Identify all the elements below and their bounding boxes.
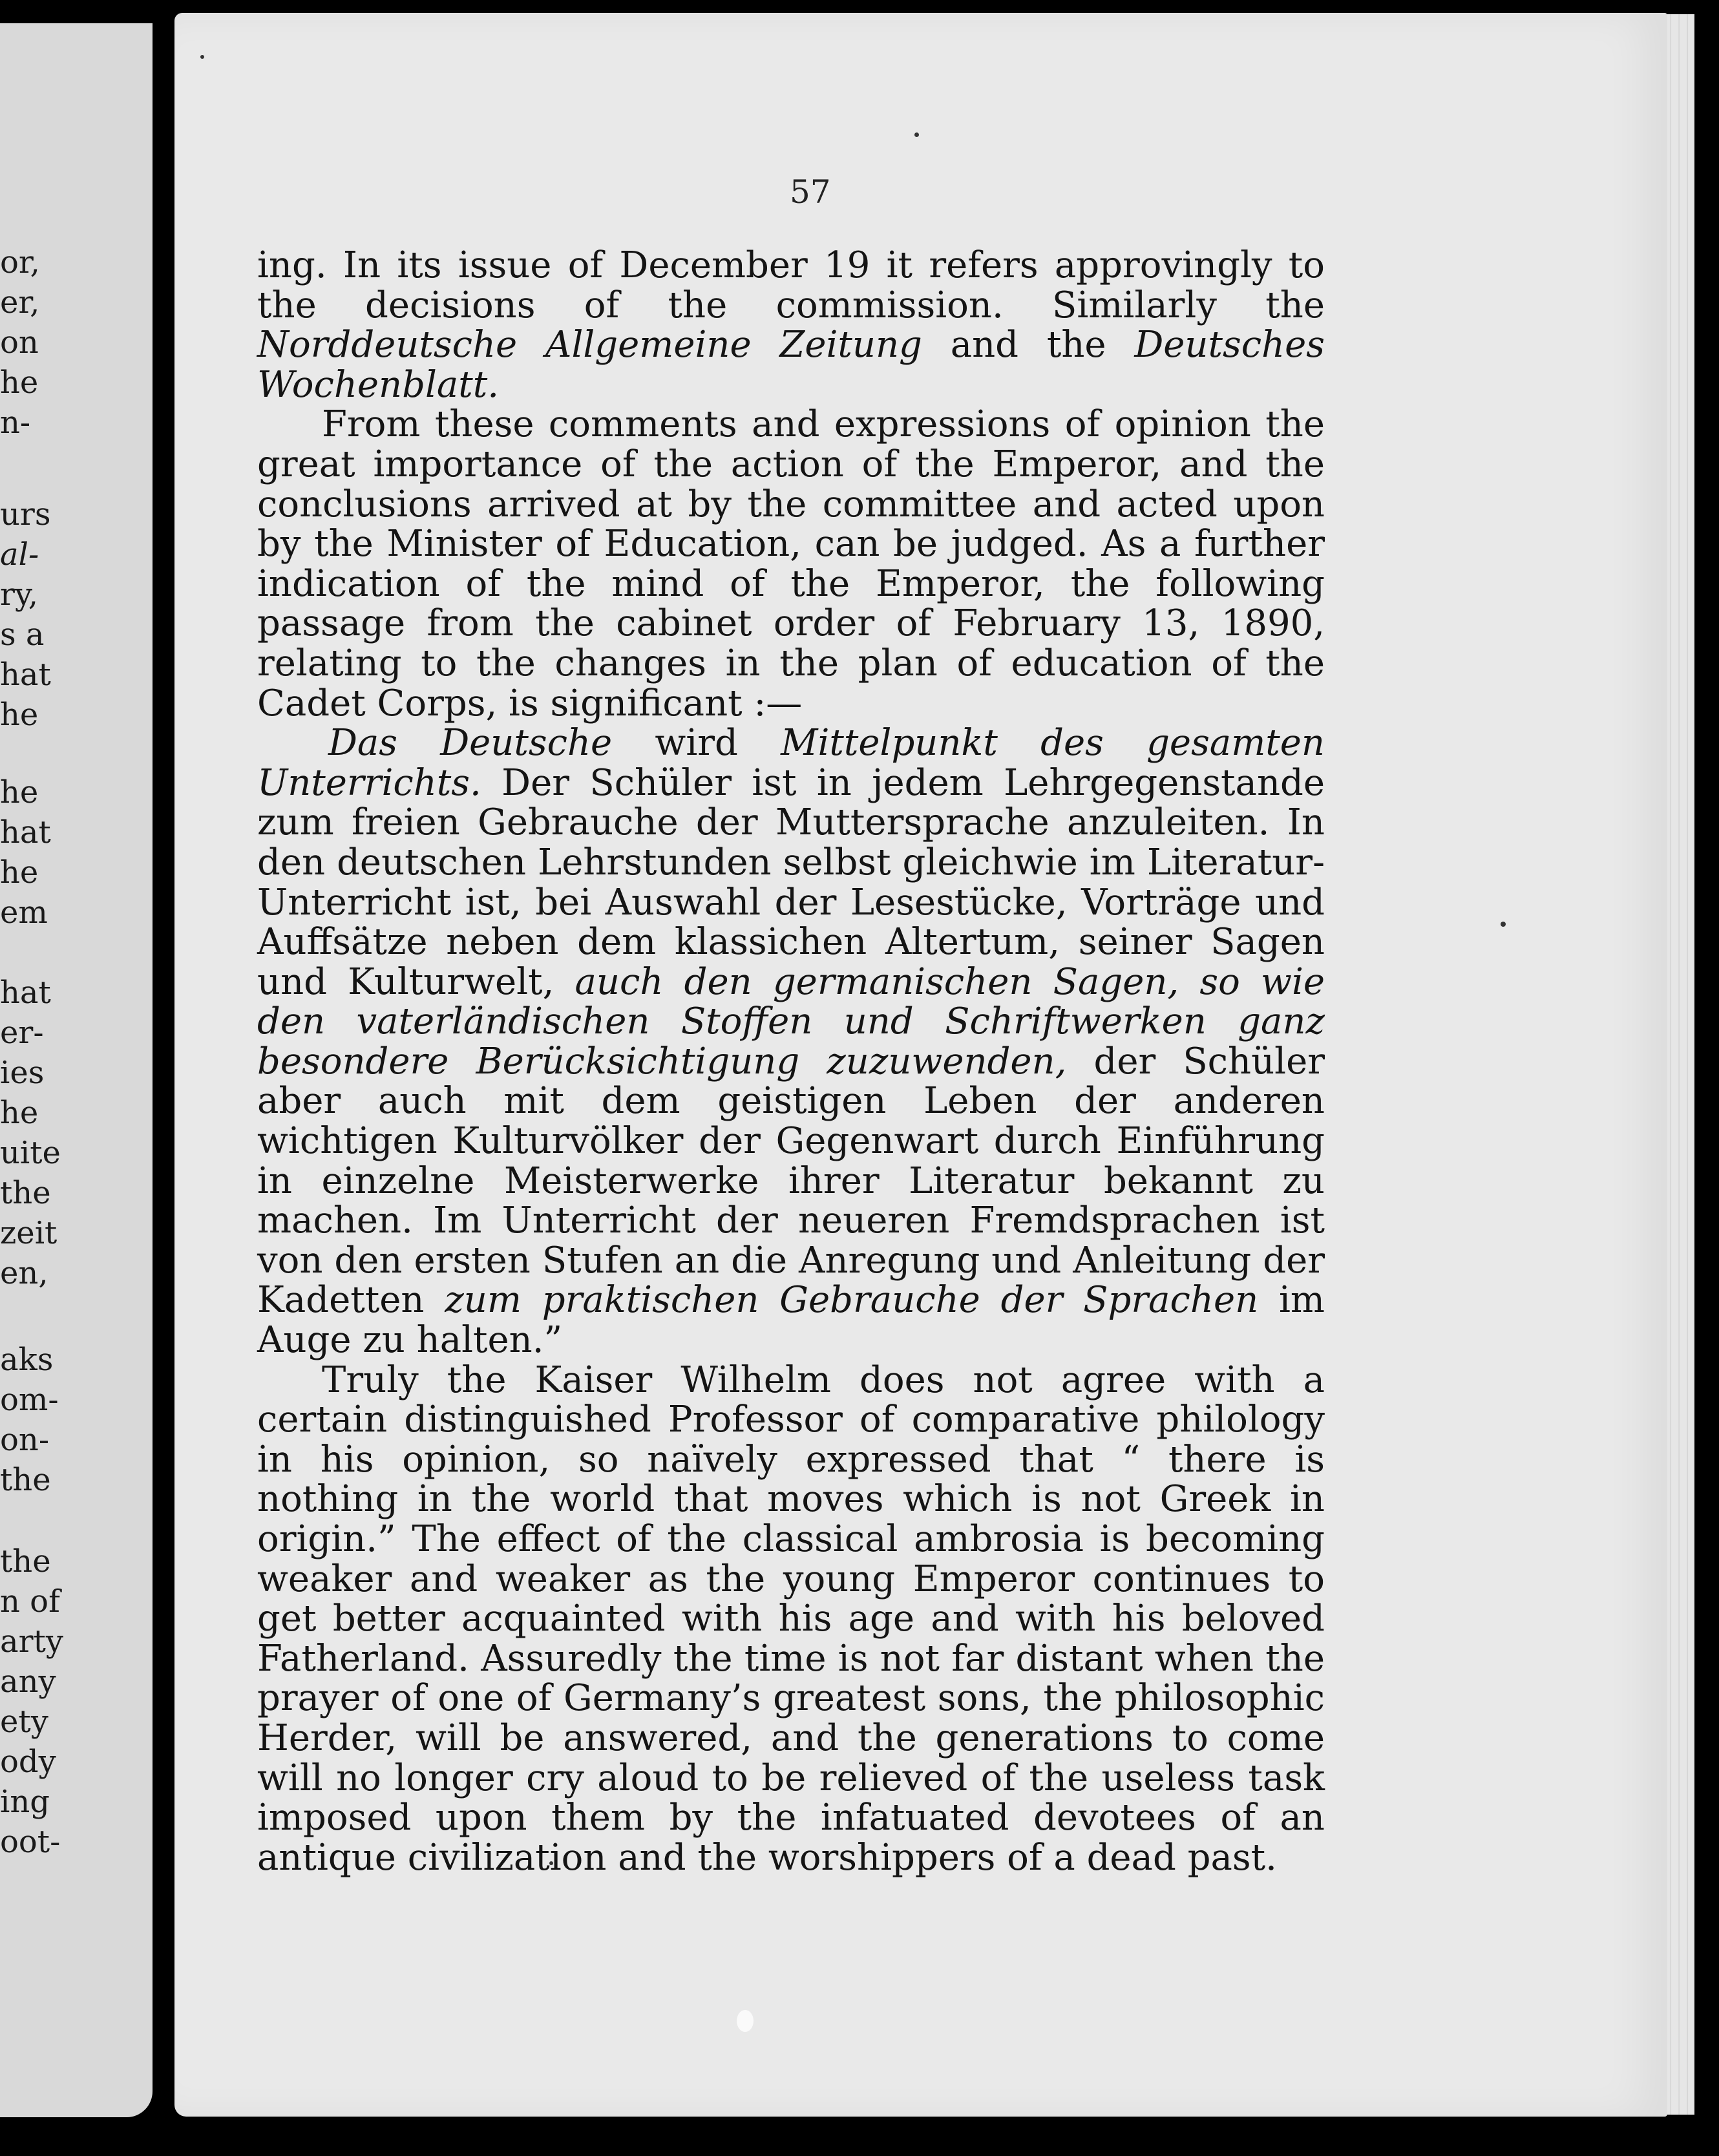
italic-run: zum praktischen Gebrauche der Sprachen <box>445 1279 1259 1322</box>
facing-page-line: om- <box>0 1382 59 1418</box>
german-quotation <box>257 723 1325 1360</box>
facing-page-line: he <box>0 365 39 401</box>
facing-page <box>0 23 153 2117</box>
paragraph-2: From these comments and expressions of opinion the great importance of the action of the Emperor, and the conclusions arrived at by the committee and acted upon by the Minister of Education, can be judged. As a further indication of the mind of the Emperor, the following passage from the cabinet order of February 13, 1890, relating to the changes in the plan of education of the Cadet Corps, is significant :— <box>257 403 1325 724</box>
text-run: ing. In its issue of December 19 it refers approvingly to the decisions of the commission. Similarly the <box>257 244 1325 326</box>
paper-speck <box>200 55 204 59</box>
facing-page-line: he <box>0 697 39 733</box>
text-run: im Auge zu halten.” <box>257 1279 1325 1362</box>
facing-page-line: urs <box>0 496 51 533</box>
facing-page-line: oot- <box>0 1824 61 1860</box>
facing-page-line: hat <box>0 814 51 851</box>
facing-page-line: s a <box>0 617 45 653</box>
facing-page-line: ody <box>0 1744 56 1780</box>
facing-page-line: the <box>0 1175 51 1211</box>
newspaper-title: Norddeutsche Allgemeine Zeitung <box>257 324 922 366</box>
paragraph-4: Truly the Kaiser Wilhelm does not agree with a certain distinguished Professor of comparative philology in his opinion, so naïvely expressed that “ there is nothing in the world that moves which is not Greek in origin.” The effect of the classical ambrosia is becoming weaker and weaker as the young Emperor continues to get better acquainted with his age and with his beloved Fatherland. Assuredly the time is not far distant when the prayer of one of Germany’s greatest sons, the philosophic Herder, will be answered, and the generations to come will no longer cry aloud to be relieved of the useless task imposed upon them by the infatuated devotees of an antique civilization and the worshippers of a dead past. <box>257 1358 1325 1879</box>
paper-speck <box>737 2010 754 2032</box>
facing-page-line: hat <box>0 657 51 693</box>
newspaper-title: Deutsches Wochenblatt. <box>257 324 1325 406</box>
paragraph-1 <box>257 246 1325 405</box>
facing-page-line: the <box>0 1462 51 1498</box>
body-text <box>257 246 1325 1877</box>
text-run: Der Schüler ist in jedem Lehrgegenstande zum freien Gebrauche der Muttersprache anzuleiten. In den deutschen Lehrstunden selbst gleichwie im Literatur-Unterricht ist, bei Auswahl der Lesestücke, Vorträge und Auffsätze neben dem klassichen Altertum, seiner Sagen und Kulturwelt, <box>257 761 1325 1003</box>
italic-run: auch den germanischen Sagen, so wie den vaterländischen Stoffen und Schriftwerken ganz besondere Berücksichtigung zuzuwenden, <box>257 960 1325 1083</box>
facing-page-line: he <box>0 1095 39 1131</box>
facing-page-line: al- <box>0 536 39 573</box>
facing-page-line: aks <box>0 1342 54 1378</box>
page-number: 57 <box>790 173 831 211</box>
italic-run: Das Deutsche <box>328 722 613 765</box>
facing-page-line: he <box>0 854 39 891</box>
facing-page-line: uite <box>0 1135 61 1171</box>
facing-page-line: on <box>0 324 39 361</box>
text-run: and the <box>922 324 1135 366</box>
facing-page-line: ing <box>0 1784 50 1820</box>
facing-page-line: en, <box>0 1255 48 1291</box>
italic-run: Mittelpunkt des gesamten Unterrichts. <box>257 722 1325 804</box>
facing-page-line: ry, <box>0 576 38 613</box>
facing-page-line: or, <box>0 244 40 280</box>
facing-page-line: ies <box>0 1055 45 1091</box>
facing-page-line: er- <box>0 1015 44 1051</box>
facing-page-line: on- <box>0 1422 50 1458</box>
facing-page-line: er, <box>0 284 40 321</box>
facing-page-line: any <box>0 1664 56 1700</box>
facing-page-line: n of <box>0 1583 60 1620</box>
facing-page-line: the <box>0 1543 51 1580</box>
facing-page-line: he <box>0 774 39 810</box>
paper-speck <box>914 132 919 137</box>
facing-page-line: hat <box>0 975 51 1011</box>
facing-page-line: em <box>0 894 48 931</box>
facing-page-line: zeit <box>0 1215 58 1251</box>
text-run: wird <box>612 722 781 765</box>
paper-speck <box>1501 922 1506 927</box>
facing-page-line: ety <box>0 1704 48 1740</box>
facing-page-line: arty <box>0 1623 63 1660</box>
text-run: der Schüler aber auch mit dem geistigen Leben der anderen wichtigen Kulturvölker der Gegenwart durch Einführung in einzelne Meisterwerke ihrer Literatur bekannt zu machen. Im Unterricht der neueren Fremdsprachen ist von den ersten Stufen an die Anregung und Anleitung der Kadetten <box>257 1040 1325 1322</box>
facing-page-line: n- <box>0 405 31 441</box>
